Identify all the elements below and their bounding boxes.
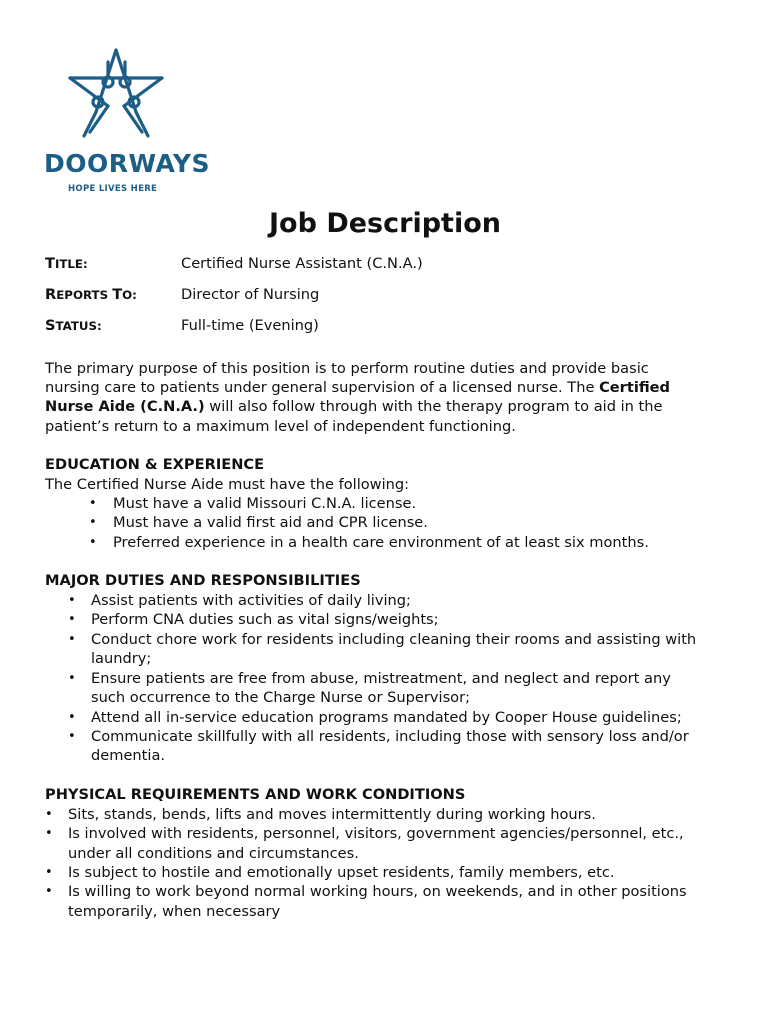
duties-item: Attend all in-service education programs mandated by Cooper House guidelines;: [91, 709, 682, 726]
education-item: Must have a valid Missouri C.N.A. license.: [113, 495, 417, 512]
list-bullet: •: [68, 612, 76, 627]
list-bullet: •: [68, 671, 76, 686]
physical-item: Is involved with residents, personnel, visitors, government agencies/personnel, etc.,: [68, 825, 684, 842]
physical-item: Is subject to hostile and emotionally upset residents, family members, etc.: [68, 864, 615, 881]
physical-item: Is willing to work beyond normal working hours, on weekends, and in other positions: [68, 883, 687, 900]
field-label-status: STATUS:: [45, 317, 102, 334]
duties-item: Conduct chore work for residents including cleaning their rooms and assisting with: [91, 631, 697, 648]
physical-item: Sits, stands, bends, lifts and moves intermittently during working hours.: [68, 806, 596, 823]
intro-line-4: patient’s return to a maximum level of independent functioning.: [45, 418, 516, 435]
field-value-title: Certified Nurse Assistant (C.N.A.): [181, 255, 423, 272]
physical-heading: PHYSICAL REQUIREMENTS AND WORK CONDITIONS: [45, 786, 466, 803]
list-bullet: •: [89, 535, 97, 550]
physical-item-continued: temporarily, when necessary: [68, 903, 281, 920]
list-bullet: •: [68, 729, 76, 744]
list-bullet: •: [45, 826, 53, 841]
education-heading: EDUCATION & EXPERIENCE: [45, 456, 265, 473]
field-value-reports-to: Director of Nursing: [181, 286, 320, 303]
duties-item: Communicate skillfully with all residents, including those with sensory loss and/or: [91, 728, 689, 745]
duties-heading: MAJOR DUTIES AND RESPONSIBILITIES: [45, 572, 361, 589]
star-figures-icon: [68, 48, 164, 140]
logo-wordmark: DOORWAYS: [44, 149, 211, 178]
list-bullet: •: [89, 515, 97, 530]
list-bullet: •: [68, 593, 76, 608]
list-bullet: •: [45, 807, 53, 822]
intro-line-2: nursing care to patients under general supervision of a licensed nurse. The Certified: [45, 379, 671, 396]
duties-item-continued: laundry;: [91, 650, 152, 667]
list-bullet: •: [45, 884, 53, 899]
field-label-title: TITLE:: [45, 255, 88, 272]
duties-item: Ensure patients are free from abuse, mistreatment, and neglect and report any: [91, 670, 671, 687]
duties-item: Perform CNA duties such as vital signs/weights;: [91, 611, 439, 628]
duties-item-continued: such occurrence to the Charge Nurse or Supervisor;: [91, 689, 471, 706]
logo-tagline: HOPE LIVES HERE: [68, 184, 158, 194]
field-label-reports-to: REPORTS TO:: [45, 286, 137, 303]
list-bullet: •: [45, 865, 53, 880]
list-bullet: •: [68, 710, 76, 725]
list-bullet: •: [68, 632, 76, 647]
duties-item-continued: dementia.: [91, 747, 166, 764]
intro-line-1: The primary purpose of this position is to perform routine duties and provide basic: [45, 360, 649, 377]
education-item: Preferred experience in a health care environment of at least six months.: [113, 534, 649, 551]
education-item: Must have a valid first aid and CPR license.: [113, 514, 428, 531]
doorways-logo: [40, 48, 211, 198]
list-bullet: •: [89, 496, 97, 511]
page-title: Job Description: [269, 208, 501, 239]
physical-item-continued: under all conditions and circumstances.: [68, 845, 359, 862]
field-value-status: Full-time (Evening): [181, 317, 319, 334]
intro-line-3: Nurse Aide (C.N.A.) will also follow through with the therapy program to aid in the: [45, 398, 663, 415]
education-lead: The Certified Nurse Aide must have the following:: [45, 476, 410, 493]
duties-item: Assist patients with activities of daily living;: [91, 592, 411, 609]
